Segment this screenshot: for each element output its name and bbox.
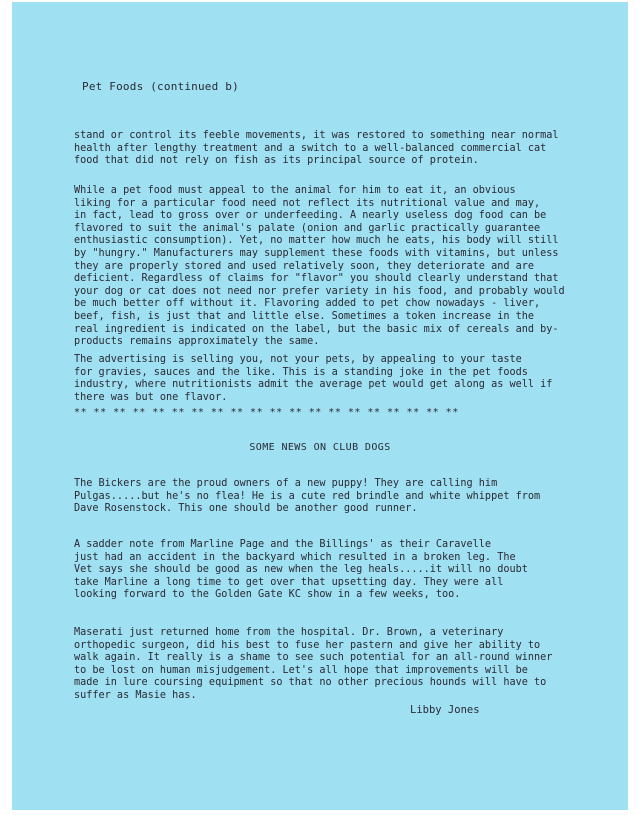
- text-line: The advertising is selling you, not your pets, by appealing to your taste: [74, 354, 522, 365]
- text-line: made in lure coursing equipment so that no other precious hounds will have to: [74, 677, 547, 689]
- text-line: Pulgas.....but he's no flea! He is a cute red brindle and white whippet from: [74, 490, 541, 502]
- text-line: enthusiastic consumption). Yet, no matter how much he eats, his body will still: [74, 235, 559, 247]
- signature: Libby Jones: [410, 704, 480, 716]
- text-line: to be lost on human misjudgement. Let's all hope that improvements will be: [74, 664, 528, 676]
- text-line: be much better off without it. Flavoring added to pet chow nowadays - liver,: [74, 298, 541, 310]
- text-line: liking for a particular food need not reflect its nutritional value and may,: [74, 197, 541, 209]
- paragraph-1: [74, 130, 580, 168]
- news-paragraph-2: [74, 539, 580, 602]
- text-line: walk again. It really is a shame to see such potential for an all-round winner: [74, 652, 553, 664]
- text-line: real ingredient is indicated on the label, but the basic mix of cereals and by-: [74, 323, 559, 335]
- text-line: by "hungry." Manufacturers may supplement these foods with vitamins, but unless: [74, 247, 559, 259]
- text-line: health after lengthy treatment and a switch to a well-balanced commercial cat: [74, 142, 547, 154]
- separator-asterisks: ** ** ** ** ** ** ** ** ** ** ** ** ** ** ** ** ** ** ** **: [74, 407, 459, 418]
- text-line: A sadder note from Marline Page and the Billings' as their Caravelle: [74, 539, 492, 550]
- text-line: suffer as Masie has.: [74, 689, 197, 701]
- paragraph-2: [74, 185, 580, 349]
- text-line: they are properly stored and used relatively soon, they deteriorate and are: [74, 260, 535, 272]
- document-page: [12, 2, 628, 810]
- text-line: stand or control its feeble movements, it was restored to something near normal: [74, 130, 559, 141]
- news-paragraph-1: [74, 478, 580, 516]
- page-header: Pet Foods (continued b): [82, 80, 239, 93]
- text-line: in fact, lead to gross over or underfeeding. A nearly useless dog food can be: [74, 210, 547, 222]
- text-line: for gravies, sauces and the like. This is a standing joke in the pet foods: [74, 366, 528, 378]
- text-line: While a pet food must appeal to the animal for him to eat it, an obvious: [74, 185, 516, 196]
- text-line: Maserati just returned home from the hospital. Dr. Brown, a veterinary: [74, 627, 504, 638]
- text-line: just had an accident in the backyard which resulted in a broken leg. The: [74, 551, 516, 563]
- text-line: products remains approximately the same.: [74, 336, 320, 348]
- paragraph-3: [74, 354, 580, 404]
- text-line: Dave Rosenstock. This one should be another good runner.: [74, 503, 418, 515]
- text-line: beef, fish, is just that and little else. Sometimes a token increase in the: [74, 310, 535, 322]
- text-line: industry, where nutritionists admit the average pet would get along as well if: [74, 379, 553, 391]
- text-line: deficient. Regardless of claims for "flavor" you should clearly understand that: [74, 273, 559, 285]
- text-line: looking forward to the Golden Gate KC show in a few weeks, too.: [74, 589, 461, 601]
- text-line: Vet says she should be good as new when the leg heals.....it will no doubt: [74, 564, 528, 576]
- text-line: there was but one flavor.: [74, 391, 228, 403]
- text-line: orthopedic surgeon, did his best to fuse her pastern and give her ability to: [74, 639, 541, 651]
- text-line: your dog or cat does not need nor prefer variety in his food, and probably would: [74, 285, 565, 297]
- text-line: take Marline a long time to get over that upsetting day. They were all: [74, 576, 504, 588]
- news-paragraph-3: [74, 627, 580, 703]
- text-line: The Bickers are the proud owners of a new puppy! They are calling him: [74, 478, 498, 489]
- text-line: food that did not rely on fish as its principal source of protein.: [74, 155, 479, 167]
- text-line: flavored to suit the animal's palate (onion and garlic practically guarantee: [74, 222, 541, 234]
- section-title: SOME NEWS ON CLUB DOGS: [249, 442, 391, 453]
